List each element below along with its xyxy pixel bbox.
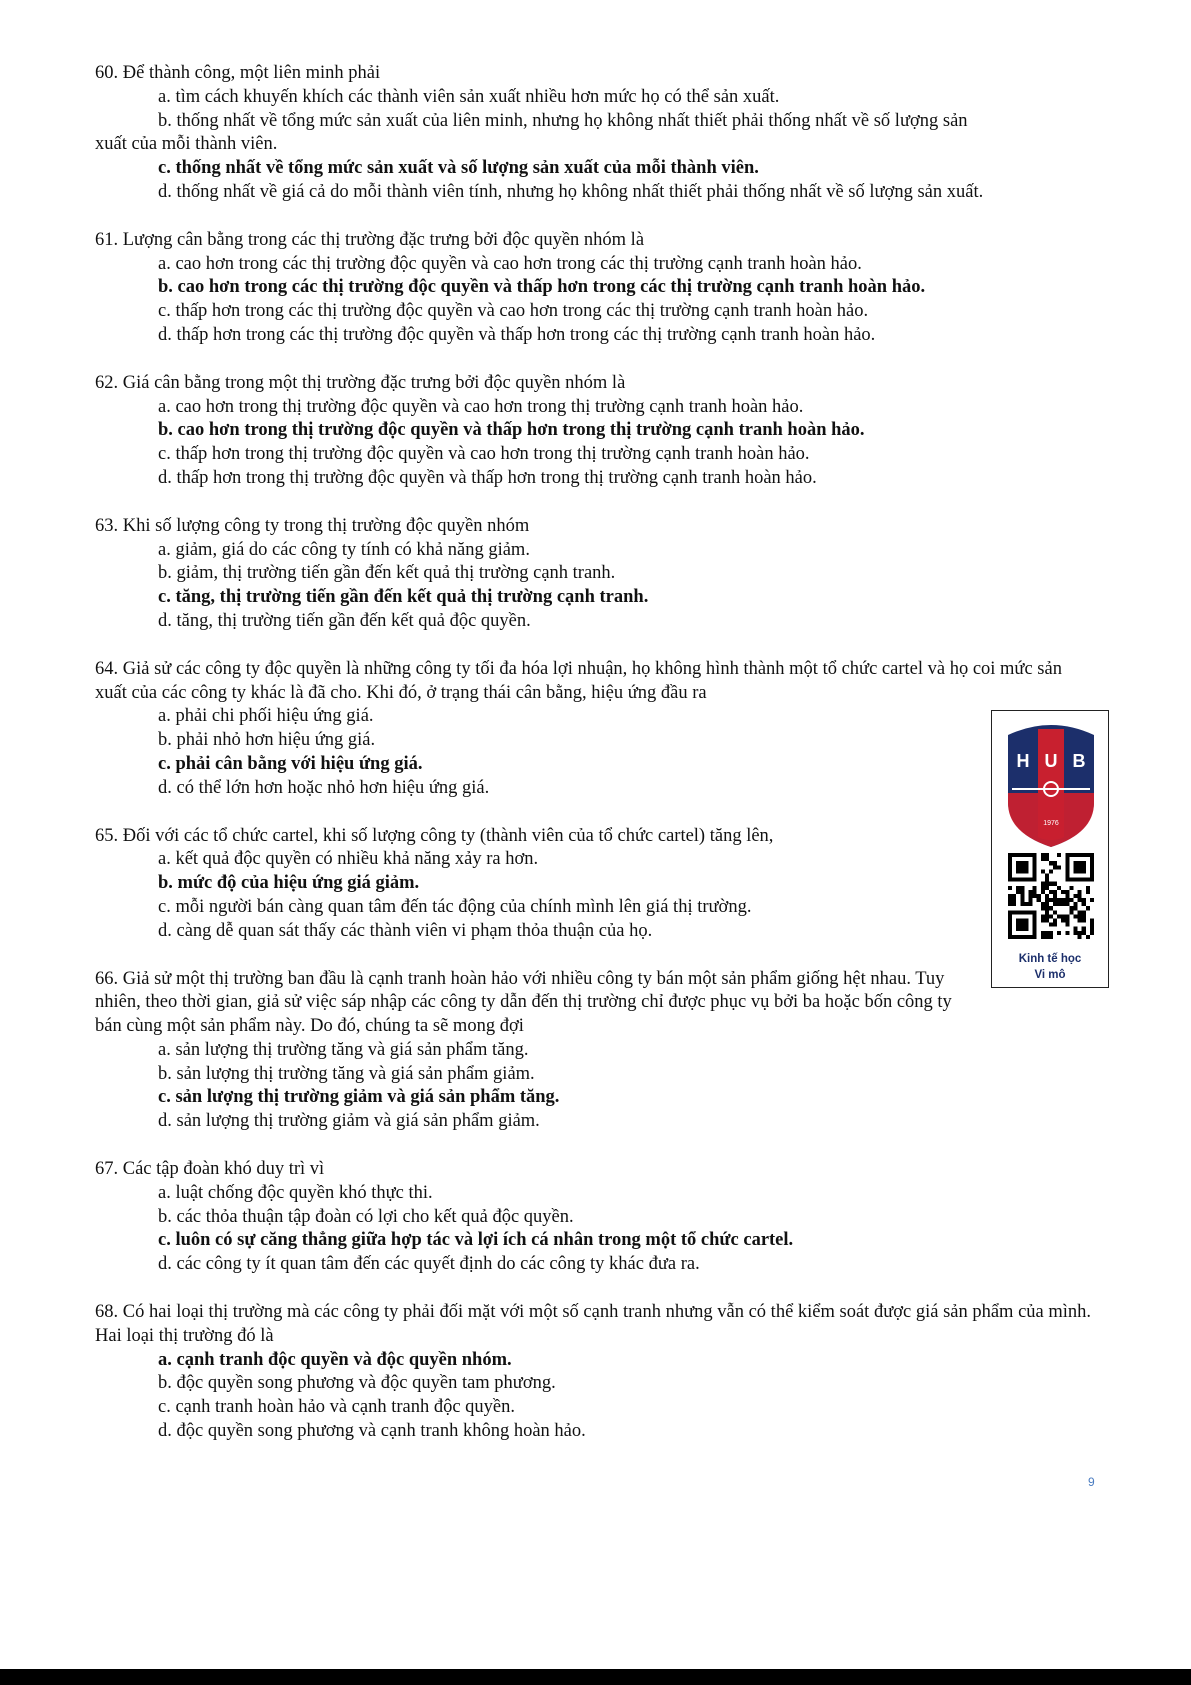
svg-text:B: B: [1072, 751, 1086, 771]
question-item: [95, 62, 1095, 205]
answer-option: d. có thể lớn hơn hoặc nhỏ hơn hiệu ứng giá.: [158, 777, 490, 798]
qr-code-icon: [1008, 853, 1094, 939]
svg-text:1976: 1976: [1043, 820, 1059, 827]
answer-option: b. giảm, thị trường tiến gần đến kết quả thị trường cạnh tranh.: [158, 563, 616, 584]
answer-options: [95, 1039, 1095, 1134]
answer-option: b. độc quyền song phương và độc quyền tam phương.: [158, 1373, 556, 1394]
hub-logo-icon: [1004, 721, 1098, 849]
answer-option: d. sản lượng thị trường giảm và giá sản phẩm giảm.: [158, 1111, 540, 1132]
answer-option: a. cao hơn trong các thị trường độc quyền và cao hơn trong các thị trường cạnh tranh hoàn hảo.: [158, 253, 862, 274]
answer-option: a. cao hơn trong thị trường độc quyền và cao hơn trong thị trường cạnh tranh hoàn hảo.: [158, 396, 804, 417]
answer-options: [95, 86, 1095, 205]
question-item: [95, 658, 1095, 801]
question-stem: 68. Có hai loại thị trường mà các công ty phải đối mặt với một số cạnh tranh nhưng vẫn có thể kiểm soát được giá sản phẩm của mình. Hai loại thị trường đó là: [95, 1302, 1092, 1346]
question-stem: 60. Để thành công, một liên minh phải: [95, 63, 381, 83]
answer-option-continuation: xuất của mỗi thành viên.: [95, 134, 278, 155]
answer-option: b. sản lượng thị trường tăng và giá sản phẩm giảm.: [158, 1063, 535, 1084]
correct-answer-option: c. phải cân bằng với hiệu ứng giá.: [158, 753, 423, 774]
question-stem: 65. Đối với các tổ chức cartel, khi số lượng công ty (thành viên của tổ chức cartel) tăng lên,: [95, 825, 774, 846]
answer-options: [95, 253, 1095, 348]
answer-option: d. thấp hơn trong thị trường độc quyền và thấp hơn trong thị trường cạnh tranh hoàn hảo.: [158, 467, 817, 488]
correct-answer-option: c. thống nhất về tổng mức sản xuất và số lượng sản xuất của mỗi thành viên.: [158, 158, 759, 179]
answer-option: d. tăng, thị trường tiến gần đến kết quả độc quyền.: [158, 610, 531, 631]
course-badge: [991, 710, 1109, 988]
question-item: [95, 229, 1095, 348]
badge-title: Kinh tế học: [1018, 953, 1082, 965]
answer-options: [95, 848, 1095, 943]
question-stem: 66. Giả sử một thị trường ban đầu là cạnh tranh hoàn hảo với nhiều công ty bán một sản phẩm giống hệt nhau. Tuy nhiên, theo thời gian, giả sử việc sáp nhập các công ty dẫn đến thị trường chỉ được phục vụ bởi ba hoặc bốn công ty bán cùng một sản phẩm này. Do đó, chúng ta sẽ mong đợi: [95, 968, 952, 1037]
correct-answer-option: a. cạnh tranh độc quyền và độc quyền nhóm.: [158, 1349, 512, 1370]
answer-option: a. sản lượng thị trường tăng và giá sản phẩm tăng.: [158, 1039, 529, 1060]
answer-option: d. độc quyền song phương và cạnh tranh không hoàn hảo.: [158, 1421, 586, 1442]
answer-option: b. các thỏa thuận tập đoàn có lợi cho kết quả độc quyền.: [158, 1206, 574, 1227]
answer-options: [95, 539, 1095, 634]
question-item: [95, 372, 1095, 491]
question-stem: 62. Giá cân bằng trong một thị trường đặc trưng bởi độc quyền nhóm là: [95, 372, 626, 393]
question-item: [95, 1301, 1095, 1444]
answer-options: [95, 396, 1095, 491]
question-stem: 67. Các tập đoàn khó duy trì vì: [95, 1159, 325, 1180]
answer-option: d. thống nhất về giá cả do mỗi thành viên tính, nhưng họ không nhất thiết phải thống nhất về số lượng sản xuất.: [158, 181, 984, 202]
svg-text:H: H: [1016, 751, 1030, 771]
correct-answer-option: c. luôn có sự căng thẳng giữa hợp tác và lợi ích cá nhân trong một tổ chức cartel.: [158, 1230, 794, 1251]
answer-option: b. thống nhất về tổng mức sản xuất của liên minh, nhưng họ không nhất thiết phải thống nhất về số lượng sản: [158, 110, 968, 131]
answer-option: c. thấp hơn trong thị trường độc quyền và cao hơn trong thị trường cạnh tranh hoàn hảo.: [158, 444, 810, 465]
question-item: [95, 1158, 1095, 1277]
correct-answer-option: b. cao hơn trong các thị trường độc quyền và thấp hơn trong các thị trường cạnh tranh hoàn hảo.: [158, 277, 926, 298]
badge-subtitle: Vi mô: [1034, 969, 1066, 981]
answer-options: [95, 1349, 1095, 1444]
answer-option: a. kết quả độc quyền có nhiều khả năng xảy ra hơn.: [158, 849, 539, 870]
question-stem: 64. Giả sử các công ty độc quyền là những công ty tối đa hóa lợi nhuận, họ không hình thành một tổ chức cartel và họ coi mức sản xuất của các công ty khác là đã cho. Khi đó, ở trạng thái cân bằng, hiệu ứng đầu ra: [95, 658, 1062, 703]
correct-answer-option: b. cao hơn trong thị trường độc quyền và thấp hơn trong thị trường cạnh tranh hoàn hảo.: [158, 420, 865, 441]
question-stem: 63. Khi số lượng công ty trong thị trường độc quyền nhóm: [95, 515, 530, 536]
answer-option: a. luật chống độc quyền khó thực thi.: [158, 1182, 433, 1203]
answer-option: d. các công ty ít quan tâm đến các quyết định do các công ty khác đưa ra.: [158, 1254, 700, 1275]
answer-option: c. cạnh tranh hoàn hảo và cạnh tranh độc quyền.: [158, 1397, 516, 1418]
question-item: [95, 825, 1095, 944]
correct-answer-option: b. mức độ của hiệu ứng giá giảm.: [158, 873, 420, 894]
answer-option: b. phải nhỏ hơn hiệu ứng giá.: [158, 730, 376, 751]
answer-option: c. mỗi người bán càng quan tâm đến tác động của chính mình lên giá thị trường.: [158, 896, 752, 917]
answer-option: a. giảm, giá do các công ty tính có khả năng giảm.: [158, 539, 530, 560]
question-stem: 61. Lượng cân bằng trong các thị trường đặc trưng bởi độc quyền nhóm là: [95, 229, 645, 250]
question-list: [95, 62, 1095, 1468]
question-item: [95, 968, 1095, 1135]
page-number: 9: [1088, 1475, 1095, 1489]
question-item: [95, 515, 1095, 634]
answer-option: d. càng dễ quan sát thấy các thành viên vi phạm thỏa thuận của họ.: [158, 920, 653, 941]
correct-answer-option: c. sản lượng thị trường giảm và giá sản phẩm tăng.: [158, 1087, 560, 1108]
answer-option: a. phải chi phối hiệu ứng giá.: [158, 706, 374, 727]
correct-answer-option: c. tăng, thị trường tiến gần đến kết quả thị trường cạnh tranh.: [158, 587, 649, 608]
answer-option: c. thấp hơn trong các thị trường độc quyền và cao hơn trong các thị trường cạnh tranh hoàn hảo.: [158, 301, 869, 322]
answer-options: [95, 1182, 1095, 1277]
svg-text:U: U: [1044, 751, 1058, 771]
bottom-border: [0, 1669, 1191, 1685]
answer-options: [95, 705, 1095, 800]
answer-option: a. tìm cách khuyến khích các thành viên sản xuất nhiều hơn mức họ có thể sản xuất.: [158, 86, 780, 107]
answer-option: d. thấp hơn trong các thị trường độc quyền và thấp hơn trong các thị trường cạnh tranh hoàn hảo.: [158, 324, 876, 345]
